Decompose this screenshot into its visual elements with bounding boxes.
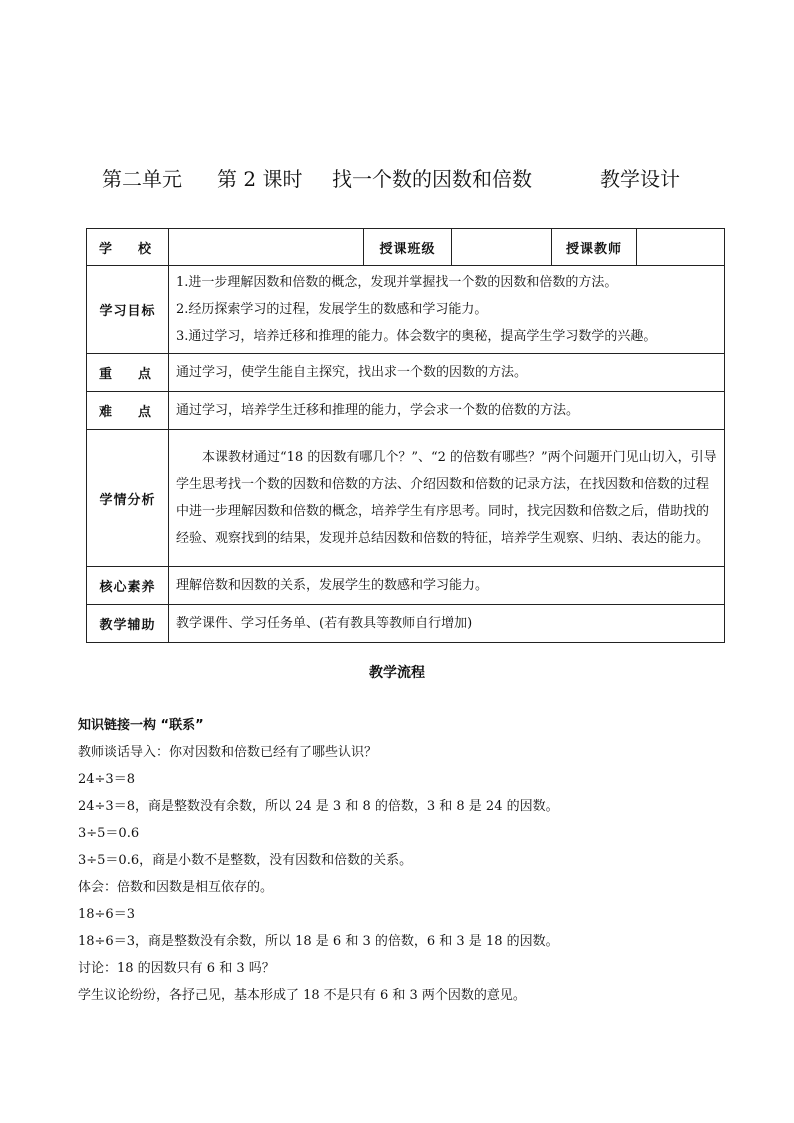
title-doc-type: 教学设计 (600, 167, 680, 191)
table-row (87, 567, 725, 605)
table-row (87, 354, 725, 392)
analysis-value: 本课教材通过“18 的因数有哪几个？”、“2 的倍数有哪些？”两个问题开门见山切入，引导学生思考找一个数的因数和倍数的方法、介绍因数和倍数的记录方法，在找因数和倍数的过程中进一步理解因数和倍数的概念，培养学生有序思考。同时，找完因数和倍数之后，借助找的经验、观察找到的结果，发现并总结因数和倍数的特征，培养学生观察、归纳、表达的能力。 (169, 430, 725, 567)
difficulty-value: 通过学习，培养学生迁移和推理的能力，学会求一个数的倍数的方法。 (169, 392, 725, 430)
title-topic: 找一个数的因数和倍数 (332, 167, 532, 191)
key-point-value: 通过学习，使学生能自主探究，找出求一个数的因数的方法。 (169, 354, 725, 392)
class-value (452, 229, 552, 266)
body-line: 教师谈话导入：你对因数和倍数已经有了哪些认识？ (78, 745, 378, 760)
section-heading: 知识链接一构 “联系” (78, 718, 204, 733)
title-lesson: 第 2 课时 (217, 167, 303, 191)
table-row (87, 605, 725, 643)
table-row (87, 430, 725, 567)
table-row (87, 266, 725, 354)
body-line: 24÷3＝8，商是整数没有余数，所以 24 是 3 和 8 的倍数，3 和 8 是 24 的因数。 (78, 799, 559, 814)
core-literacy-value: 理解倍数和因数的关系，发展学生的数感和学习能力。 (169, 567, 725, 605)
teaching-flow-heading: 教学流程 (369, 665, 425, 681)
class-label: 授课班级 (364, 229, 452, 266)
goal-item: 3.通过学习，培养迁移和推理的能力。体会数字的奥秘，提高学生学习数学的兴趣。 (176, 329, 657, 344)
body-line: 讨论：18 的因数只有 6 和 3 吗？ (78, 961, 275, 976)
body-line: 体会：倍数和因数是相互依存的。 (78, 880, 274, 895)
table-row (87, 392, 725, 430)
body-line: 18÷6＝3 (78, 907, 135, 922)
document-title (102, 165, 742, 193)
body-line: 3÷5＝0.6，商是小数不是整数，没有因数和倍数的关系。 (78, 853, 413, 868)
teacher-label: 授课教师 (552, 229, 637, 266)
goal-item: 1.进一步理解因数和倍数的概念，发现并掌握找一个数的因数和倍数的方法。 (176, 275, 618, 290)
body-line: 学生议论纷纷，各抒己见，基本形成了 18 不是只有 6 和 3 两个因数的意见。 (78, 988, 526, 1003)
teaching-flow-body (78, 716, 738, 1013)
goal-item: 2.经历探索学习的过程，发展学生的数感和学习能力。 (176, 302, 488, 317)
body-line: 18÷6＝3，商是整数没有余数，所以 18 是 6 和 3 的倍数，6 和 3 是 18 的因数。 (78, 934, 559, 949)
body-line: 24÷3＝8 (78, 772, 135, 787)
core-literacy-label: 核心素养 (87, 567, 169, 605)
lesson-info-table (86, 228, 725, 643)
key-point-label: 重 点 (87, 354, 169, 392)
table-row (87, 229, 725, 266)
goals-cell (169, 266, 725, 354)
goals-label: 学习目标 (87, 266, 169, 354)
teaching-aids-value: 教学课件、学习任务单、(若有教具等教师自行增加) (169, 605, 725, 643)
teacher-value (637, 229, 725, 266)
school-value (169, 229, 364, 266)
school-label: 学 校 (87, 229, 169, 266)
difficulty-label: 难 点 (87, 392, 169, 430)
body-line: 3÷5＝0.6 (78, 826, 140, 841)
analysis-label: 学情分析 (87, 430, 169, 567)
teaching-aids-label: 教学辅助 (87, 605, 169, 643)
title-unit: 第二单元 (102, 167, 182, 191)
